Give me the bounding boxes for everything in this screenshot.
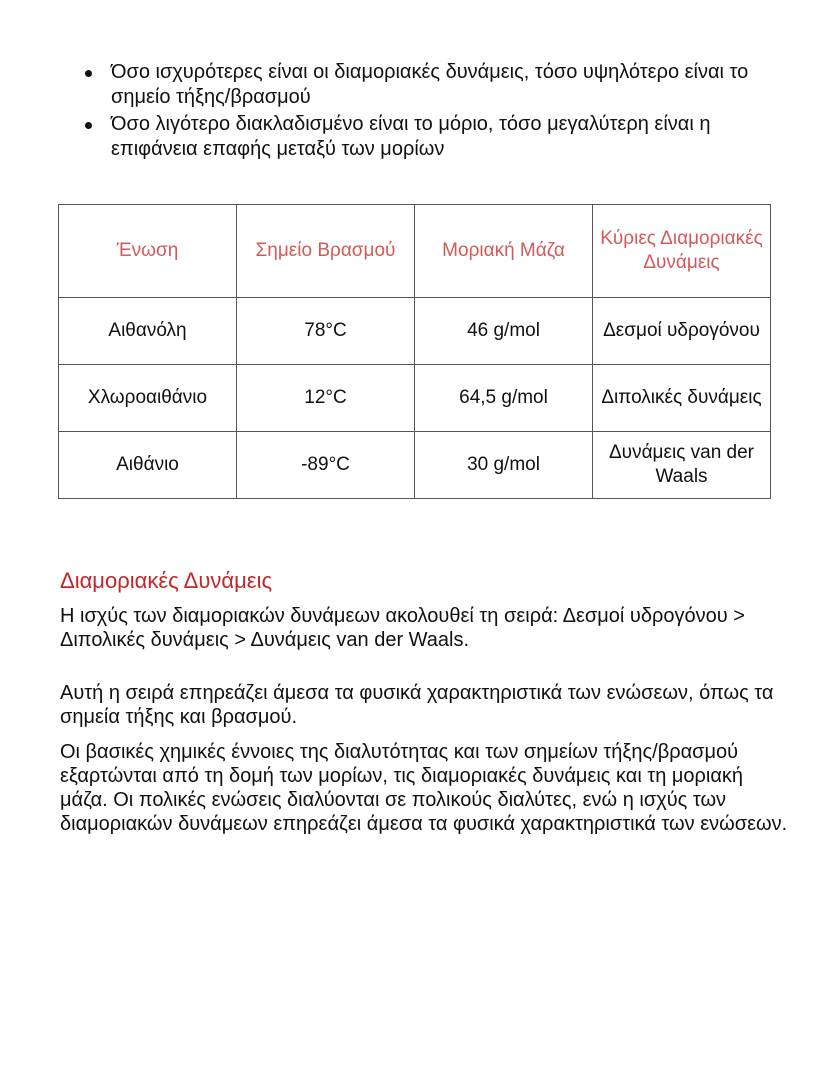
- cell-main-forces: Δεσμοί υδρογόνου: [593, 298, 771, 365]
- cell-main-forces: Διπολικές δυνάμεις: [593, 365, 771, 432]
- cell-boiling-point: -89°C: [237, 432, 415, 499]
- bullet-dot-icon: [85, 70, 92, 77]
- bullet-dot-icon: [85, 122, 92, 129]
- bullet-item: [85, 60, 785, 110]
- paragraph-effect: Αυτή η σειρά επηρεάζει άμεσα τα φυσικά χαρακτηριστικά των ενώσεων, όπως τα σημεία τήξης και βρασμού.: [60, 682, 774, 728]
- section-title: Διαμοριακές Δυνάμεις: [60, 568, 273, 593]
- paragraph-strength-order: Η ισχύς των διαμοριακών δυνάμεων ακολουθεί τη σειρά: Δεσμοί υδρογόνου > Διπολικές δυνάμεις > Δυνάμεις van der Waals.: [60, 605, 745, 651]
- bullet-text: Όσο ισχυρότερες είναι οι διαμοριακές δυνάμεις, τόσο υψηλότερο είναι το σημείο τήξης/βρασμού: [111, 61, 749, 108]
- bullet-list: [85, 60, 785, 164]
- cell-molar-mass: 30 g/mol: [415, 432, 593, 499]
- cell-boiling-point: 12°C: [237, 365, 415, 432]
- cell-molar-mass: 64,5 g/mol: [415, 365, 593, 432]
- cell-compound: Χλωροαιθάνιο: [59, 365, 237, 432]
- paragraph-summary: Οι βασικές χημικές έννοιες της διαλυτότητας και των σημείων τήξης/βρασμού εξαρτώνται από τη δομή των μορίων, τις διαμοριακές δυνάμεις και τη μοριακή μάζα. Οι πολικές ενώσεις διαλύονται σε πολικούς διαλύτες, ενώ η ισχύς των διαμοριακών δυνάμεων επηρεάζει άμεσα τα φυσικά χαρακτηριστικά των ενώσεων.: [60, 741, 788, 835]
- bullet-item: [85, 112, 785, 162]
- header-molar-mass: Μοριακή Μάζα: [415, 205, 593, 298]
- table-row: [59, 432, 771, 499]
- cell-molar-mass: 46 g/mol: [415, 298, 593, 365]
- bullet-text: Όσο λιγότερο διακλαδισμένο είναι το μόριο, τόσο μεγαλύτερη είναι η επιφάνεια επαφής μεταξύ των μορίων: [111, 113, 711, 160]
- header-compound: Ένωση: [59, 205, 237, 298]
- table-row: [59, 365, 771, 432]
- cell-main-forces: Δυνάμεις van der Waals: [593, 432, 771, 499]
- cell-boiling-point: 78°C: [237, 298, 415, 365]
- compounds-table: [58, 204, 771, 499]
- header-main-forces: Κύριες Διαμοριακές Δυνάμεις: [593, 205, 771, 298]
- table-header-row: [59, 205, 771, 298]
- header-boiling-point: Σημείο Βρασμού: [237, 205, 415, 298]
- cell-compound: Αιθάνιο: [59, 432, 237, 499]
- table-row: [59, 298, 771, 365]
- cell-compound: Αιθανόλη: [59, 298, 237, 365]
